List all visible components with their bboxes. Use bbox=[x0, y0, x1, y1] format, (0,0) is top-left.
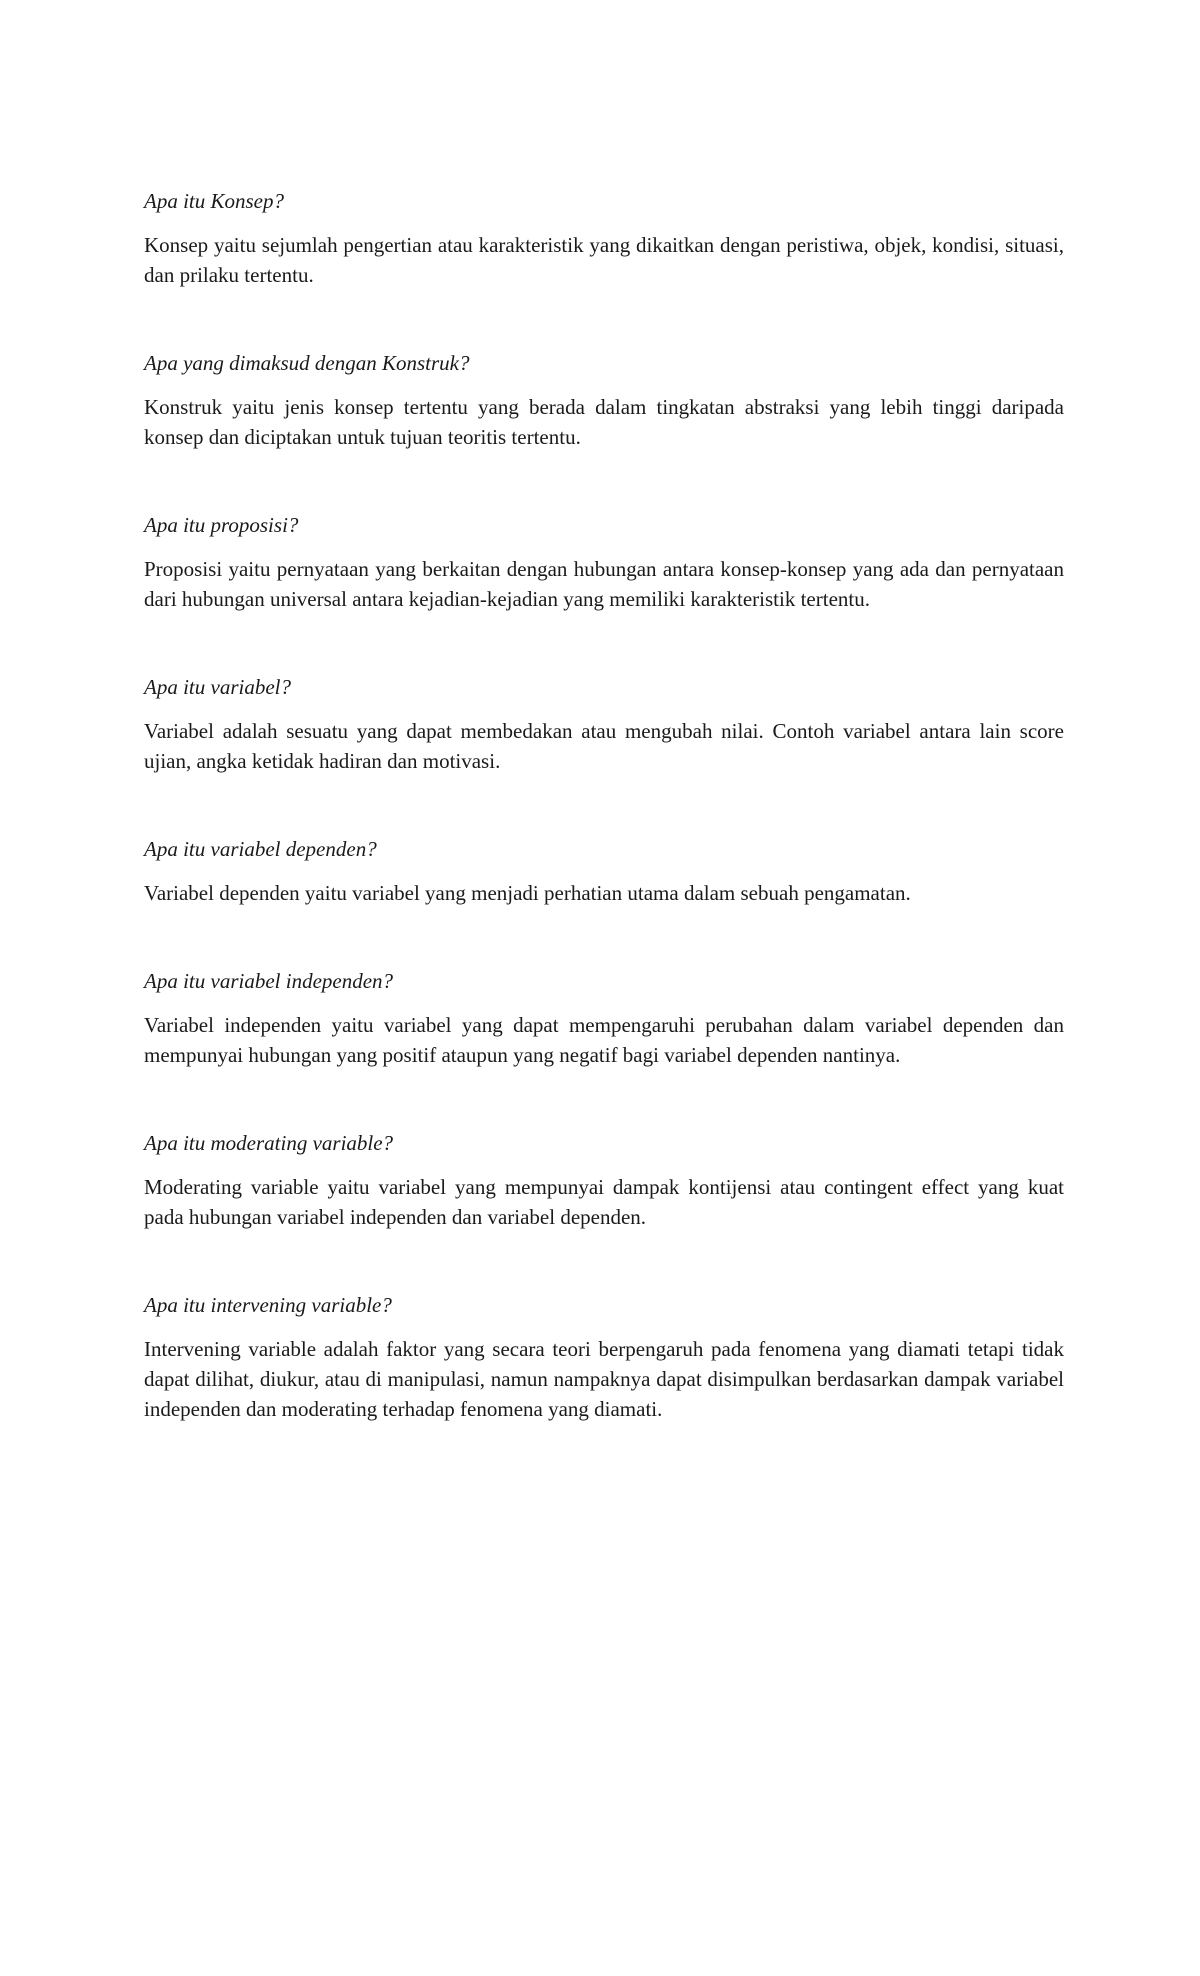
question-heading: Apa itu moderating variable? bbox=[144, 1131, 394, 1155]
question-heading: Apa itu variabel independen? bbox=[144, 969, 394, 993]
answer-paragraph: Moderating variable yaitu variabel yang mempunyai dampak kontijensi atau contingent effect yang kuat pada hubungan variabel independen dan variabel dependen. bbox=[144, 1175, 1064, 1229]
question-heading: Apa itu proposisi? bbox=[144, 513, 299, 537]
answer-paragraph: Konstruk yaitu jenis konsep tertentu yang berada dalam tingkatan abstraksi yang lebih tinggi daripada konsep dan diciptakan untuk tujuan teoritis tertentu. bbox=[144, 395, 1064, 449]
qa-section-variabel-dependen bbox=[144, 834, 1064, 908]
document-page bbox=[144, 186, 1064, 1482]
answer-paragraph: Konsep yaitu sejumlah pengertian atau karakteristik yang dikaitkan dengan peristiwa, objek, kondisi, situasi, dan prilaku tertentu. bbox=[144, 233, 1064, 287]
answer-paragraph: Variabel independen yaitu variabel yang dapat mempengaruhi perubahan dalam variabel dependen dan mempunyai hubungan yang positif ataupun yang negatif bagi variabel dependen nantinya. bbox=[144, 1013, 1064, 1067]
qa-section-moderating-variable bbox=[144, 1128, 1064, 1232]
question-heading: Apa itu intervening variable? bbox=[144, 1293, 392, 1317]
qa-section-variabel bbox=[144, 672, 1064, 776]
answer-paragraph: Variabel adalah sesuatu yang dapat membedakan atau mengubah nilai. Contoh variabel antara lain score ujian, angka ketidak hadiran dan motivasi. bbox=[144, 719, 1064, 773]
answer-paragraph: Proposisi yaitu pernyataan yang berkaitan dengan hubungan antara konsep-konsep yang ada dan pernyataan dari hubungan universal antara kejadian-kejadian yang memiliki karakteristik tertentu. bbox=[144, 557, 1064, 611]
question-heading: Apa itu variabel? bbox=[144, 675, 291, 699]
qa-section-intervening-variable bbox=[144, 1290, 1064, 1424]
qa-section-konsep bbox=[144, 186, 1064, 290]
qa-section-variabel-independen bbox=[144, 966, 1064, 1070]
answer-paragraph: Intervening variable adalah faktor yang secara teori berpengaruh pada fenomena yang diamati tetapi tidak dapat dilihat, diukur, atau di manipulasi, namun nampaknya dapat disimpulkan berdasarkan dampak variabel independen dan moderating terhadap fenomena yang diamati. bbox=[144, 1337, 1064, 1421]
qa-section-konstruk bbox=[144, 348, 1064, 452]
qa-section-proposisi bbox=[144, 510, 1064, 614]
question-heading: Apa yang dimaksud dengan Konstruk? bbox=[144, 351, 470, 375]
question-heading: Apa itu Konsep? bbox=[144, 189, 284, 213]
answer-paragraph: Variabel dependen yaitu variabel yang menjadi perhatian utama dalam sebuah pengamatan. bbox=[144, 881, 911, 905]
question-heading: Apa itu variabel dependen? bbox=[144, 837, 377, 861]
